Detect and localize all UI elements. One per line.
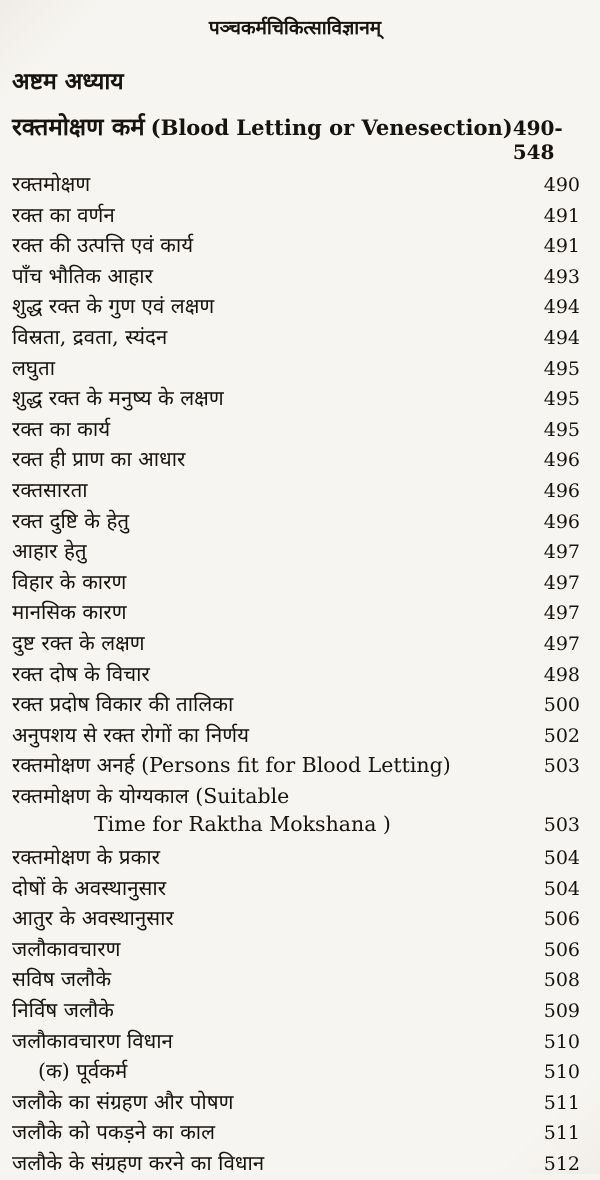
toc-entry-page: 497 <box>543 571 580 594</box>
toc-entry-page: 495 <box>543 357 580 380</box>
toc-entry-page: 508 <box>543 969 580 992</box>
toc-entry-label: रक्त ही प्राण का आधार <box>12 447 186 472</box>
toc-entry-page: 506 <box>543 908 580 931</box>
toc-entry <box>10 262 580 293</box>
toc-entry-page: 496 <box>543 449 580 472</box>
toc-entry-page: 506 <box>543 938 580 961</box>
toc-entry-label: रक्तमोक्षण के प्रकार <box>12 845 161 870</box>
toc-entry <box>10 1149 580 1180</box>
toc-entry <box>10 476 580 507</box>
toc-entry-label: रक्त की उत्पत्ति एवं कार्य <box>12 233 194 258</box>
toc-entry-label: जलौकावचारण विधान <box>12 1028 173 1053</box>
toc-entry-page: 494 <box>543 326 580 349</box>
toc-entry <box>10 354 580 385</box>
toc-entry-label: रक्त का कार्य <box>12 416 111 441</box>
toc-entry-page: 503 <box>543 814 580 837</box>
toc-entry-label: रक्त का वर्णन <box>12 202 115 227</box>
toc-entry <box>10 1027 580 1058</box>
section-title: रक्तमोक्षण कर्म <box>12 112 145 141</box>
toc-entry <box>10 445 580 476</box>
toc-entry-label: रक्त दोष के विचार <box>12 661 150 686</box>
toc-entry-page: 509 <box>543 1000 580 1023</box>
toc-entry-label: दुष्ट रक्त के लक्षण <box>12 630 145 655</box>
toc-entry-page: 512 <box>543 1153 580 1175</box>
toc-entry-page: 504 <box>543 877 580 900</box>
toc-entry <box>10 782 580 813</box>
toc-entry-page: 497 <box>543 602 580 625</box>
toc-entry <box>10 904 580 935</box>
toc-entry-page: 510 <box>543 1030 580 1053</box>
toc-entry <box>10 231 580 262</box>
toc-entry <box>10 965 580 996</box>
toc-entry-label: अनुपशय से रक्त रोगों का निर्णय <box>12 722 250 747</box>
toc-entry-label: शुद्ध रक्त के गुण एवं लक्षण <box>12 294 215 319</box>
toc-entry <box>10 201 580 232</box>
toc-list <box>10 170 580 1180</box>
chapter-heading: अष्टम अध्याय <box>12 68 124 95</box>
toc-entry <box>10 292 580 323</box>
toc-entry-label: शुद्ध रक्त के मनुष्य के लक्षण <box>12 386 224 411</box>
toc-entry-page: 511 <box>543 1091 580 1114</box>
toc-entry-label: रक्तमोक्षण अनर्ह (Persons fit for Blood Letting) <box>12 753 451 778</box>
toc-entry-page: 494 <box>543 296 580 319</box>
toc-entry <box>10 935 580 966</box>
toc-entry-label: Time for Raktha Mokshana ) <box>94 812 391 837</box>
toc-entry-page: 510 <box>543 1061 580 1084</box>
toc-entry-page: 497 <box>543 632 580 655</box>
toc-entry <box>10 1057 580 1088</box>
toc-entry <box>10 415 580 446</box>
toc-entry-label: रक्तमोक्षण के योग्यकाल (Suitable <box>12 783 290 808</box>
toc-entry <box>10 690 580 721</box>
toc-entry <box>10 751 580 782</box>
toc-entry <box>10 598 580 629</box>
toc-entry-label: आतुर के अवस्थानुसार <box>12 906 174 931</box>
toc-entry-label: विस्रता, द्रवता, स्यंदन <box>12 324 168 349</box>
toc-entry <box>10 629 580 660</box>
toc-entry-label: रक्त प्रदोष विकार की तालिका <box>12 692 234 717</box>
toc-entry-label: सविष जलौके <box>12 967 112 992</box>
toc-entry-label: निर्विष जलौके <box>12 998 114 1023</box>
toc-entry-page: 500 <box>543 694 580 717</box>
toc-entry <box>10 537 580 568</box>
toc-entry-page: 496 <box>543 510 580 533</box>
book-title: पञ्चकर्मचिकित्साविज्ञानम् <box>208 17 382 39</box>
toc-entry-page: 491 <box>543 204 580 227</box>
toc-entry <box>10 323 580 354</box>
toc-entry-page: 511 <box>543 1122 580 1145</box>
toc-entry-page: 495 <box>543 418 580 441</box>
toc-entry-page: 496 <box>543 479 580 502</box>
toc-entry-page: 502 <box>543 724 580 747</box>
toc-entry-label: रक्त दुष्टि के हेतु <box>12 508 130 533</box>
toc-entry-page: 503 <box>543 755 580 778</box>
toc-entry-label: जलौके का संग्रहण और पोषण <box>12 1089 234 1114</box>
section-subtitle: (Blood Letting or Venesection) <box>150 115 513 140</box>
toc-entry-page: 497 <box>543 541 580 564</box>
toc-entry-page: 490 <box>543 174 580 196</box>
toc-entry-label: जलौके के संग्रहण करने का विधान <box>12 1151 265 1175</box>
section-heading-row <box>12 110 580 164</box>
toc-entry <box>10 721 580 752</box>
toc-entry-label: विहार के कारण <box>12 569 127 594</box>
section-page-range: 490-548 <box>512 116 563 164</box>
toc-entry-label: जलौकावचारण <box>12 936 121 961</box>
toc-entry <box>10 568 580 599</box>
toc-entry-label: रक्तमोक्षण <box>12 172 91 196</box>
toc-entry <box>10 843 580 874</box>
toc-entry-page: 491 <box>543 235 580 258</box>
toc-entry-label: मानसिक कारण <box>12 600 127 625</box>
toc-entry-label: पाँच भौतिक आहार <box>12 263 153 288</box>
toc-entry-label: जलौके को पकड़ने का काल <box>12 1120 216 1145</box>
toc-entry <box>10 874 580 905</box>
toc-entry-page: 498 <box>543 663 580 686</box>
toc-entry-label: (क) पूर्वकर्म <box>38 1059 128 1084</box>
toc-entry-page: 493 <box>543 265 580 288</box>
toc-entry <box>10 507 580 538</box>
toc-entry-page: 495 <box>543 388 580 411</box>
toc-entry-label: लघुता <box>12 355 56 380</box>
toc-entry <box>10 1088 580 1119</box>
toc-entry <box>10 1118 580 1149</box>
toc-entry-page: 504 <box>543 847 580 870</box>
toc-entry <box>10 660 580 691</box>
toc-entry <box>10 812 580 843</box>
toc-entry-label: दोषों के अवस्थानुसार <box>12 875 167 900</box>
toc-entry-label: आहार हेतु <box>12 539 87 564</box>
toc-entry <box>10 384 580 415</box>
toc-entry-label: रक्तसारता <box>12 477 88 502</box>
toc-entry <box>10 996 580 1027</box>
toc-entry <box>10 170 580 201</box>
